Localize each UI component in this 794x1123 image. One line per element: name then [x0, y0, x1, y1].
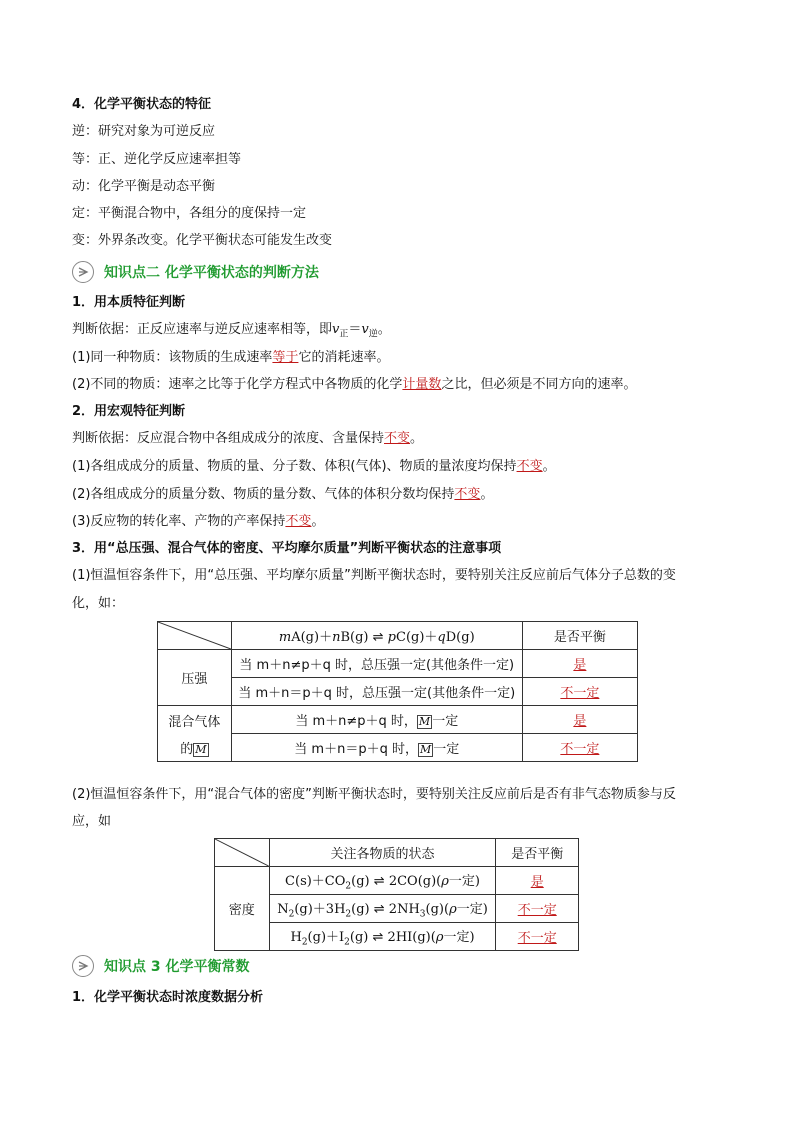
- condition-cell: 当 m＋n≠p＋q 时，总压强一定(其他条件一定): [231, 650, 522, 678]
- answer-cell: 不一定: [496, 895, 579, 923]
- answer-blank: 不变: [384, 431, 411, 446]
- section-4-title: 4．化学平衡状态的特征: [72, 97, 212, 112]
- density-row-label: 密度: [215, 867, 270, 951]
- answer-cell: 是: [522, 650, 637, 678]
- reaction-equation: mA(g)＋nB(g) ⇌ pC(g)＋qD(g): [231, 622, 522, 650]
- rule-item: (1)同一种物质：该物质的生成速率等于它的消耗速率。: [72, 350, 390, 365]
- rule-item: (1)各组成成分的质量、物质的量、分子数、体积(气体)、物质的量浓度均保持不变。: [72, 459, 556, 474]
- answer-blank: 计量数: [402, 377, 442, 392]
- arrow-circle-icon: [72, 955, 94, 977]
- diagonal-header-cell: [215, 839, 270, 867]
- rule-item: (2)不同的物质：速率之比等于化学方程式中各物质的化学计量数之比，但必须是不同方向的速率。: [72, 377, 637, 392]
- feature-item: 动：化学平衡是动态平衡: [72, 179, 216, 194]
- answer-blank: 不变: [285, 514, 312, 529]
- feature-item: 等：正、逆化学反应速率担等: [72, 152, 242, 167]
- condition-cell: 当 m＋n＝p＋q 时， M 一定: [231, 734, 522, 762]
- answer-cell: 不一定: [496, 923, 579, 951]
- equilibrium-column-header: 是否平衡: [522, 622, 637, 650]
- knowledge-point-3-heading: [72, 953, 250, 979]
- rule-item: (3)反应物的转化率、产物的产率保持不变。: [72, 514, 325, 529]
- pressure-molar-mass-table: [157, 621, 638, 762]
- condition-cell: 当 m＋n＝p＋q 时，总压强一定(其他条件一定): [231, 678, 522, 706]
- answer-blank: 等于: [272, 350, 299, 365]
- state-column-header: 关注各物质的状态: [269, 839, 496, 867]
- knowledge-point-3-title: 知识点 3 化学平衡常数: [104, 959, 250, 975]
- reaction-cell: $C(s)+CO_2(g)$ ⇌ 2CO(g)(ρ一定): [269, 867, 496, 895]
- subsection-title: 2．用宏观特征判断: [72, 404, 186, 419]
- feature-item: 变：外界条改变。化学平衡状态可能发生改变: [72, 233, 333, 248]
- answer-cell: 是: [496, 867, 579, 895]
- pressure-row-label: 压强: [158, 650, 232, 706]
- knowledge-point-2-title: 知识点二 化学平衡状态的判断方法: [104, 265, 319, 281]
- arrow-circle-icon: [72, 261, 94, 283]
- answer-cell: 不一定: [522, 734, 637, 762]
- subsection-title: 3．用“总压强、混合气体的密度、平均摩尔质量”判断平衡状态的注意事项: [72, 541, 502, 556]
- note-paragraph: (2)恒温恒容条件下，用“混合气体的密度”判断平衡状态时，要特别关注反应前后是否有非气态物质参与反: [72, 787, 676, 802]
- judgement-basis: 判断依据：正反应速率与逆反应速率相等，即$v_正=v_逆$。: [72, 322, 391, 340]
- note-paragraph: 化，如：: [72, 596, 125, 611]
- reaction-cell: $N_2(g)+3H_2(g)$ ⇌ $2NH_3(g)(\rho$一定): [269, 895, 496, 923]
- note-paragraph: 应，如: [72, 814, 112, 829]
- answer-cell: 是: [522, 706, 637, 734]
- answer-cell: 不一定: [522, 678, 637, 706]
- subsection-title: 1．化学平衡状态时浓度数据分析: [72, 990, 264, 1005]
- subsection-title: 1．用本质特征判断: [72, 295, 186, 310]
- mixed-gas-row-label: 混合气体 的 M: [158, 706, 232, 762]
- condition-cell: 当 m＋n≠p＋q 时， M 一定: [231, 706, 522, 734]
- answer-blank: 不变: [454, 487, 481, 502]
- judgement-basis: 判断依据：反应混合物中各组成成分的浓度、含量保持不变。: [72, 431, 424, 446]
- answer-blank: 不变: [516, 459, 543, 474]
- density-table: [214, 838, 579, 951]
- knowledge-point-2-heading: [72, 259, 319, 285]
- equilibrium-column-header: 是否平衡: [496, 839, 579, 867]
- feature-item: 逆：研究对象为可逆反应: [72, 124, 216, 139]
- diagonal-header-cell: [158, 622, 232, 650]
- reaction-cell: $H_2(g)+I_2(g)$ ⇌ 2HI(g)(ρ一定): [269, 923, 496, 951]
- note-paragraph: (1)恒温恒容条件下，用“总压强、平均摩尔质量”判断平衡状态时，要特别关注反应前后气体分子总数的变: [72, 568, 676, 583]
- feature-item: 定：平衡混合物中，各组分的度保持一定: [72, 206, 307, 221]
- rule-item: (2)各组成成分的质量分数、物质的量分数、气体的体积分数均保持不变。: [72, 487, 494, 502]
- mean-molar-mass-symbol: M: [195, 742, 207, 756]
